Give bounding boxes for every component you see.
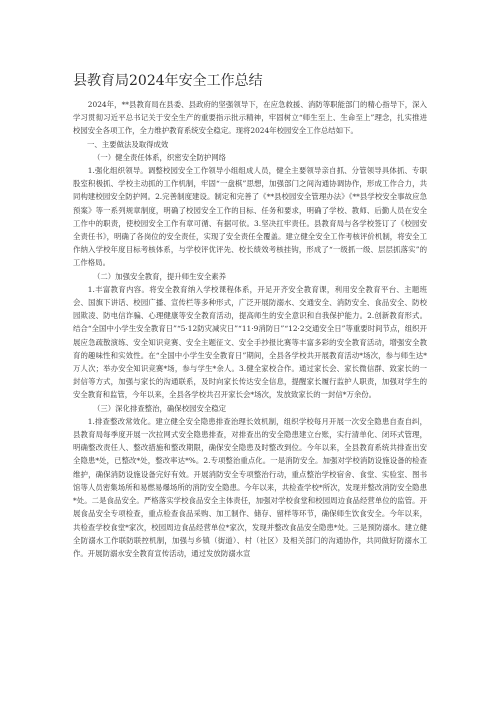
intro-paragraph: 2024年，**县教育局在县委、县政府的坚强领导下，在应急救援、消防等职能部门的精心指导下，深入学习贯彻习近平总书记关于安全生产的重要指示批示精神，牢固树立“师生至上、生命至上”理念，扎实推进校园安全各项工作，全力维护教育系统安全稳定。现将2024年校园安全工作总结如下。 <box>73 100 427 136</box>
subsection-heading: （三）深化排查整治，确保校园安全稳定 <box>93 403 227 413</box>
subsection-heading: （一）健全责任体系，织密安全防护网络 <box>93 152 227 162</box>
document-body <box>73 98 427 560</box>
subsection-heading: （二）加强安全教育，提升师生安全素养 <box>93 271 227 281</box>
body-paragraph: 1.强化组织领导。调整校园安全工作领导小组组成人员，健全主要领导亲自抓、分管领导具体抓、专职股室积极抓、学校主动抓的工作机制，牢固“一盘棋”思想，加强部门之间沟通协调协作，形成工作合力，共同构建校园安全防护网。2.完善制度建设。制定和完善了《**县校园安全管理办法》《**县学校安全事故应急预案》等一系列规章制度，明确了校园安全工作的目标、任务和要求，明确了学校、教师、后勤人员在安全工作中的职责，使校园安全工作有章可循、有据可依。3.坚决扛牢责任。县教育局与各学校签订了《校园安全责任书》，明确了各岗位的安全责任，实现了安全责任全覆盖。建立健全安全工作考核评价机制，将安全工作纳入学校年度目标考核体系，与学校评优评先、校长绩效考核挂钩，形成了“一级抓一级、层层抓落实”的工作格局。 <box>73 166 427 268</box>
document-title: 县教育局2024年安全工作总结 <box>73 73 263 89</box>
body-paragraph: 1.排查整改常效化。建立健全安全隐患排查治理长效机制，组织学校每月开展一次安全隐患自查自纠，县教育局每季度开展一次拉网式安全隐患排查，对排查出的安全隐患建立台账，实行清单化、闭环式管理，明确整改责任人、整改措施和整改期限，确保安全隐患及时整改到位。今年以来，全县教育系统共排查出安全隐患*处，已整改*处，整改率达*%。2.专项整治重点化。一是消防安全。加强对学校消防设施设备的检查维护，确保消防设施设备完好有效。开展消防安全专项整治行动，重点整治学校宿舍、食堂、实验室、图书馆等人员密集场所和易燃易爆场所的消防安全隐患。今年以来，共检查学校*所次，发现并整改消防安全隐患*处。二是食品安全。严格落实学校食品安全主体责任，加强对学校食堂和校园周边食品经营单位的监管。开展食品安全专项检查，重点检查食品采购、加工制作、储存、留样等环节，确保师生饮食安全。今年以来，共检查学校食堂*家次，校园周边食品经营单位*家次，发现并整改食品安全隐患*处。三是预防溺水。建立健全防溺水工作联防联控机制，加强与乡镇（街道）、村（社区）及相关部门的沟通协作，共同做好防溺水工作。开展防溺水安全教育宣传活动，通过发放防溺水宣 <box>73 416 427 558</box>
section-heading: 一、主要做法及取得成效 <box>87 139 169 149</box>
body-paragraph: 1.丰富教育内容。将安全教育纳入学校课程体系，开足开齐安全教育课，利用安全教育平台、主题班会、国旗下讲话、校园广播、宣传栏等多种形式，广泛开展防溺水、交通安全、消防安全、食品安全、防校园欺凌、防电信诈骗、心理健康等安全教育活动，提高师生的安全意识和自我保护能力。2.创新教育形式。结合“全国中小学生安全教育日”“5·12防灾减灾日”“11·9消防日”“12·2交通安全日”等重要时间节点，组织开展应急疏散演练、安全知识竞赛、安全主题征文、安全手抄报比赛等丰富多彩的安全教育活动，增强安全教育的趣味性和实效性。在“全国中小学生安全教育日”期间，全县各学校共开展教育活动*场次，参与师生达*万人次；举办安全知识竞赛*场，参与学生*余人。3.健全家校合作。通过家长会、家长微信群、致家长的一封信等方式，加强与家长的沟通联系，及时向家长传达安全信息，提醒家长履行监护人职责，加强对学生的安全教育和监管，今年以来，全县各学校共召开家长会*场次，发放致家长的一封信*万余份。 <box>73 284 427 400</box>
